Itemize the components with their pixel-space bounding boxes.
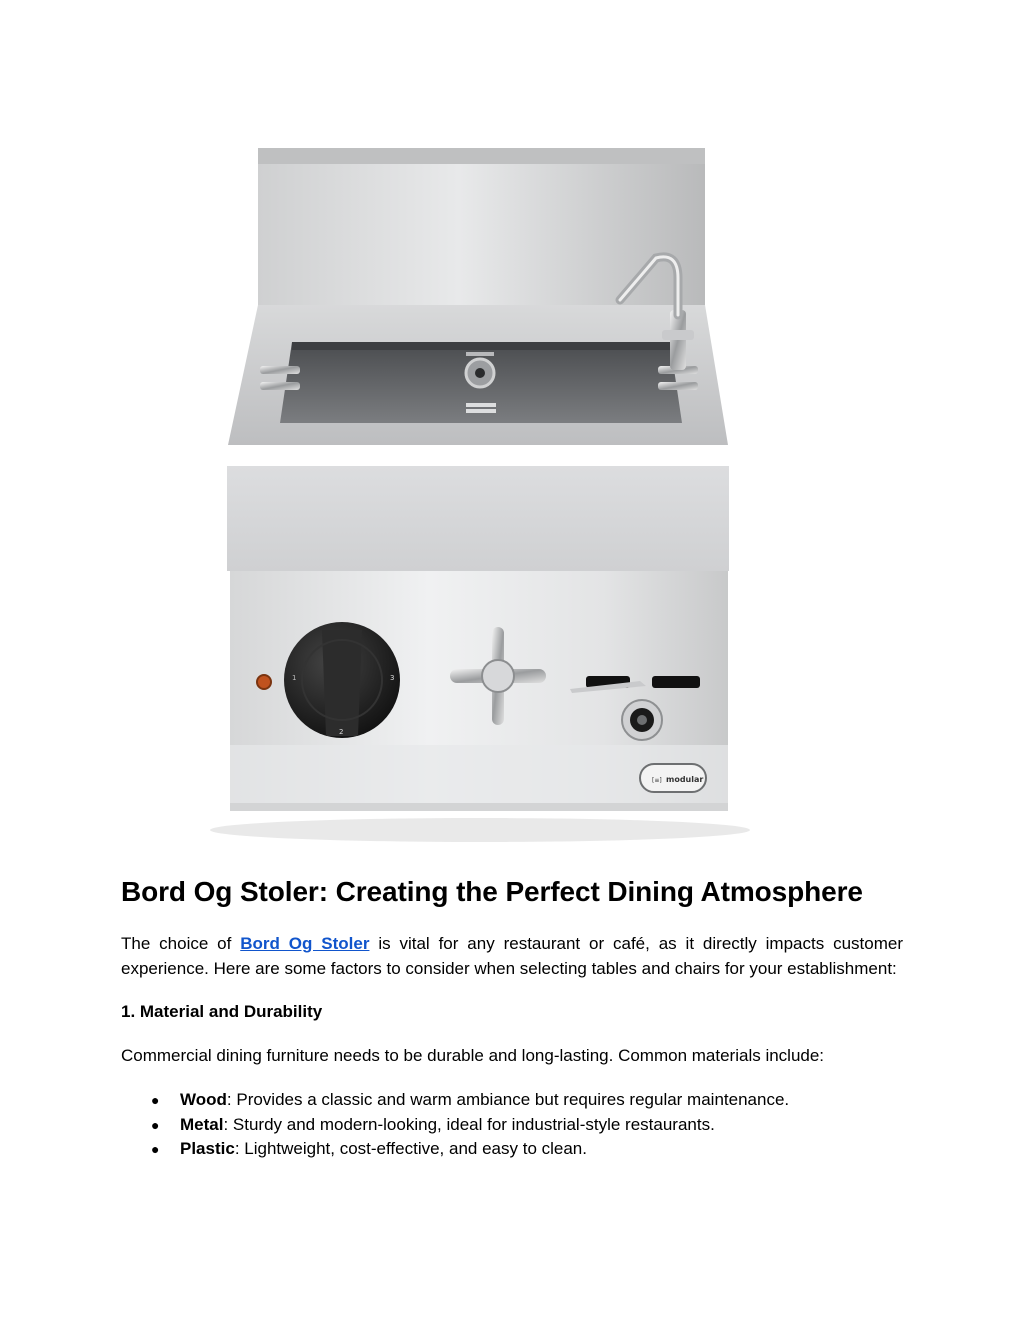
list-item-desc: : Provides a classic and warm ambiance but requires regular maintenance. <box>226 1090 790 1109</box>
section-heading-material: 1. Material and Durability <box>121 1002 323 1021</box>
brand-badge <box>640 764 706 792</box>
list-item-term: Metal <box>180 1114 224 1134</box>
front-band <box>227 466 729 571</box>
article-title: Bord Og Stoler: Creating the Perfect Dining Atmosphere <box>121 876 863 907</box>
knob-mark-2: 2 <box>339 728 344 736</box>
thermostat-knob <box>284 622 400 738</box>
indicator-light <box>257 675 271 689</box>
product-image <box>200 140 760 845</box>
list-item-term: Wood <box>180 1090 227 1109</box>
floor-shadow <box>210 818 750 842</box>
knob-mark-3: 3 <box>390 674 395 682</box>
section-lead: Commercial dining furniture needs to be durable and long-lasting. Common materials include: <box>121 1046 825 1065</box>
bullet-icon: ● <box>151 1092 160 1108</box>
intro-text-after: is vital for any restaurant or café, as it directly impacts customer experience. Here are some factors to consider when selecting tables and chairs for your establishment: <box>121 934 904 978</box>
bullet-icon: ● <box>151 1116 160 1133</box>
bullet-icon: ● <box>151 1141 160 1157</box>
list-item-metal <box>121 1113 903 1138</box>
svg-text:[≡]: [≡] <box>652 777 662 784</box>
intro-text-before: The choice of <box>121 934 241 953</box>
knob-mark-1: 1 <box>292 674 297 682</box>
list-item-desc: : Lightweight, cost-effective, and easy to clean. <box>234 1139 587 1158</box>
list-item-plastic <box>121 1137 903 1162</box>
article <box>121 872 903 1162</box>
list-item-wood <box>121 1088 903 1113</box>
intro-paragraph <box>121 932 903 981</box>
brand-badge-text: modular <box>666 775 704 784</box>
materials-list <box>121 1088 903 1162</box>
bord-og-stoler-link[interactable]: Bord Og Stoler <box>240 934 370 953</box>
drain-valve <box>622 700 662 740</box>
list-item-term: Plastic <box>180 1139 235 1158</box>
list-item-desc: : Sturdy and modern-looking, ideal for industrial-style restaurants. <box>223 1114 715 1134</box>
